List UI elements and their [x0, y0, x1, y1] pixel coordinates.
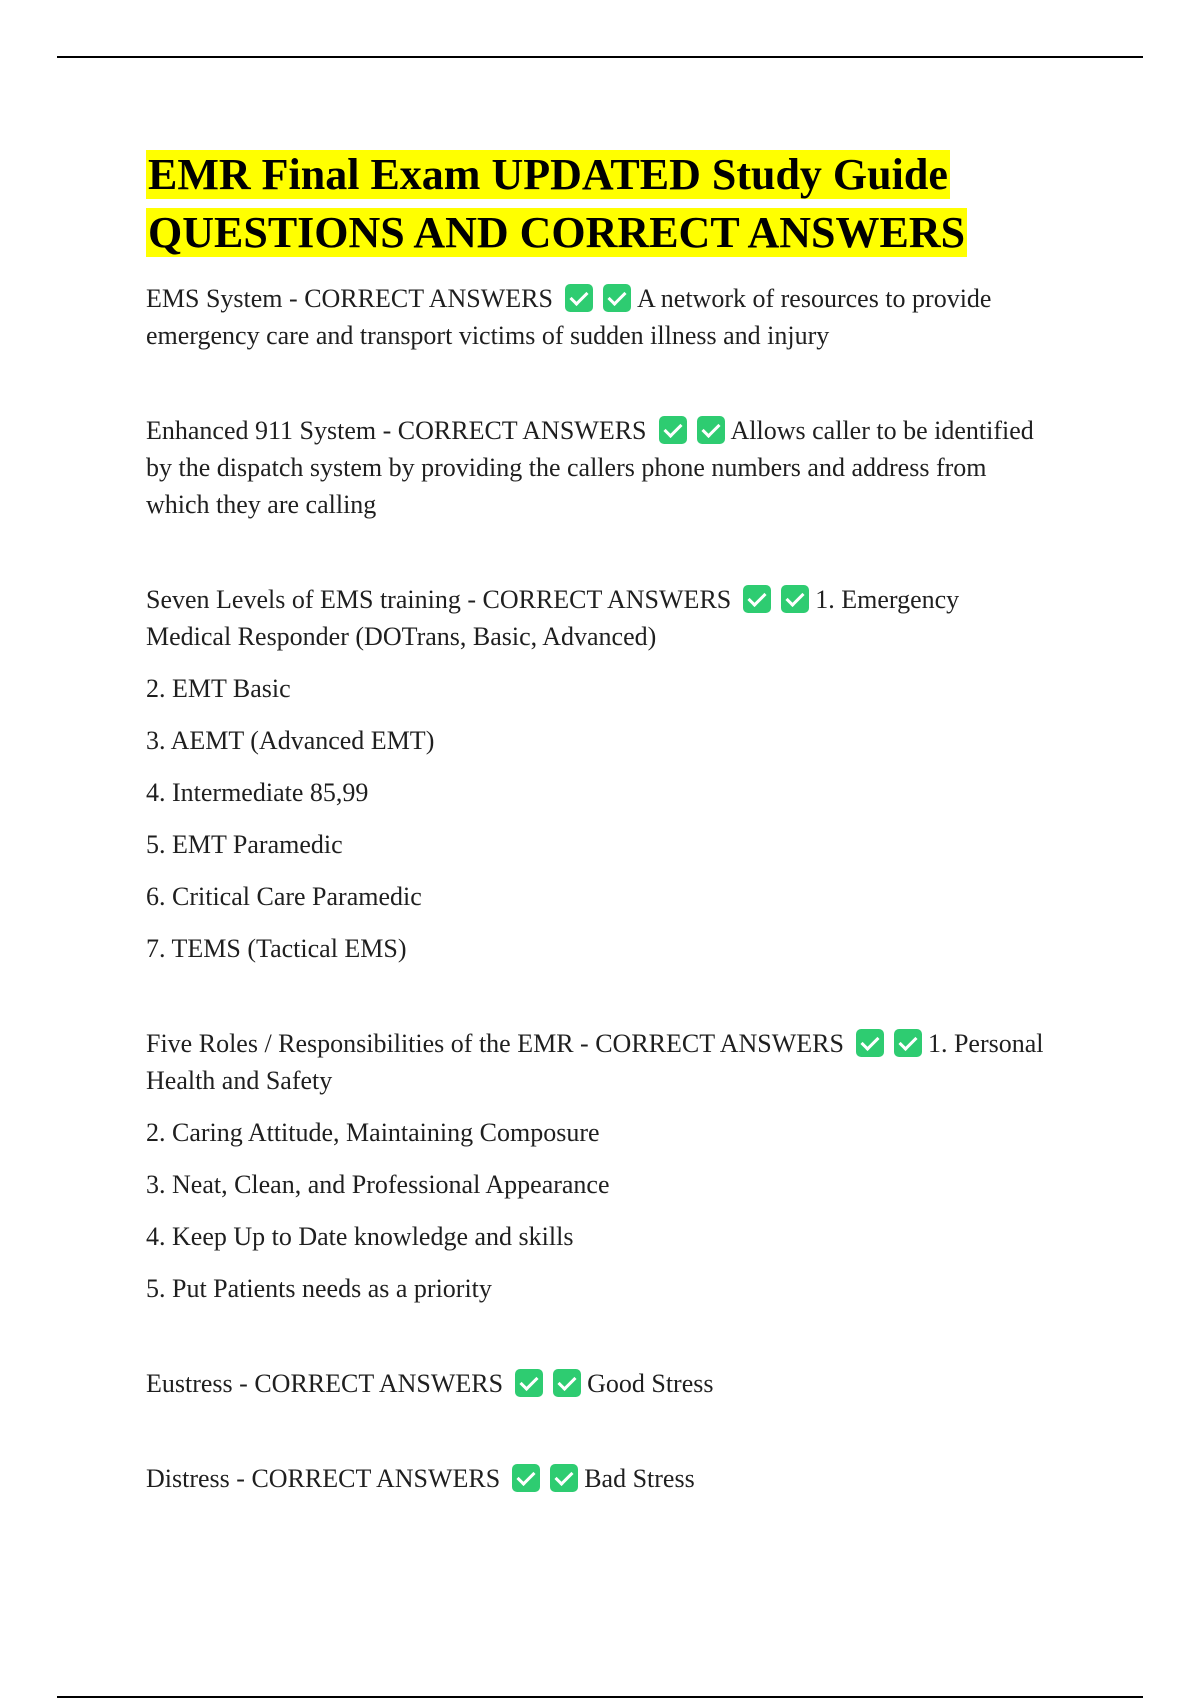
- qa-entry: [146, 1025, 1046, 1307]
- bottom-rule: [57, 1696, 1143, 1698]
- check-mark-icon: [659, 416, 687, 444]
- answer-list-item: 3. AEMT (Advanced EMT): [146, 726, 435, 755]
- term-label: Distress -: [146, 1464, 252, 1493]
- qa-question-line: [146, 581, 1046, 655]
- document-body: [146, 146, 1046, 1555]
- check-mark-icon: [697, 416, 725, 444]
- answer-list-item: 3. Neat, Clean, and Professional Appearance: [146, 1170, 610, 1199]
- answer-list-item: 2. Caring Attitude, Maintaining Composure: [146, 1118, 600, 1147]
- answer-list-item: 4. Intermediate 85,99: [146, 778, 369, 807]
- answer-list-item: 2. EMT Basic: [146, 674, 291, 703]
- correct-answers-label: CORRECT ANSWERS: [304, 284, 553, 313]
- qa-entry: [146, 280, 1046, 354]
- correct-answers-label: CORRECT ANSWERS: [251, 1464, 501, 1493]
- term-label: Seven Levels of EMS training -: [146, 585, 483, 614]
- answer-list-item: 5. Put Patients needs as a priority: [146, 1274, 492, 1303]
- top-rule: [57, 56, 1143, 58]
- term-label: Eustress -: [146, 1369, 255, 1398]
- term-label: Enhanced 911 System -: [146, 416, 398, 445]
- correct-answers-label: CORRECT ANSWERS: [254, 1369, 504, 1398]
- answer-list-item: 5. EMT Paramedic: [146, 830, 343, 859]
- correct-answers-label: CORRECT ANSWERS: [397, 416, 647, 445]
- qa-question-line: [146, 1365, 1046, 1402]
- answer-text: Good Stress: [587, 1369, 714, 1398]
- qa-entry: [146, 581, 1046, 967]
- qa-question-line: [146, 1025, 1046, 1099]
- term-label: Five Roles / Responsibilities of the EMR -: [146, 1029, 596, 1058]
- answer-text: Allows caller to be identified by the dispatch system by providing the callers phone numbers and address from which they are calling: [146, 416, 1034, 519]
- page-title: [146, 146, 1046, 262]
- entry-list: [146, 280, 1046, 1497]
- answer-text: A network of resources to provide emergency care and transport victims of sudden illness and injury: [146, 284, 992, 350]
- answer-text: 1. Emergency Medical Responder (DOTrans, Basic, Advanced): [146, 585, 960, 651]
- answer-list-item: 7. TEMS (Tactical EMS): [146, 934, 407, 963]
- check-mark-icon: [856, 1029, 884, 1057]
- answer-text: Bad Stress: [584, 1464, 695, 1493]
- answer-list-item: 4. Keep Up to Date knowledge and skills: [146, 1222, 574, 1251]
- qa-question-line: [146, 1460, 1046, 1497]
- correct-answers-label: CORRECT ANSWERS: [482, 585, 732, 614]
- qa-entry: [146, 412, 1046, 523]
- qa-entry: [146, 1365, 1046, 1402]
- check-mark-icon: [515, 1369, 543, 1397]
- check-mark-icon: [894, 1029, 922, 1057]
- check-mark-icon: [603, 284, 631, 312]
- qa-question-line: [146, 280, 1046, 354]
- qa-question-line: [146, 412, 1046, 523]
- check-mark-icon: [743, 585, 771, 613]
- term-label: EMS System -: [146, 284, 305, 313]
- qa-entry: [146, 1460, 1046, 1497]
- check-mark-icon: [565, 284, 593, 312]
- answer-list-item: 6. Critical Care Paramedic: [146, 882, 422, 911]
- check-mark-icon: [553, 1369, 581, 1397]
- check-mark-icon: [550, 1464, 578, 1492]
- correct-answers-label: CORRECT ANSWERS: [595, 1029, 844, 1058]
- title-line-2: QUESTIONS AND CORRECT ANSWERS: [148, 208, 966, 257]
- check-mark-icon: [512, 1464, 540, 1492]
- check-mark-icon: [781, 585, 809, 613]
- title-line-1: EMR Final Exam UPDATED Study Guide: [148, 150, 948, 199]
- answer-text: 1. Personal Health and Safety: [146, 1029, 1044, 1095]
